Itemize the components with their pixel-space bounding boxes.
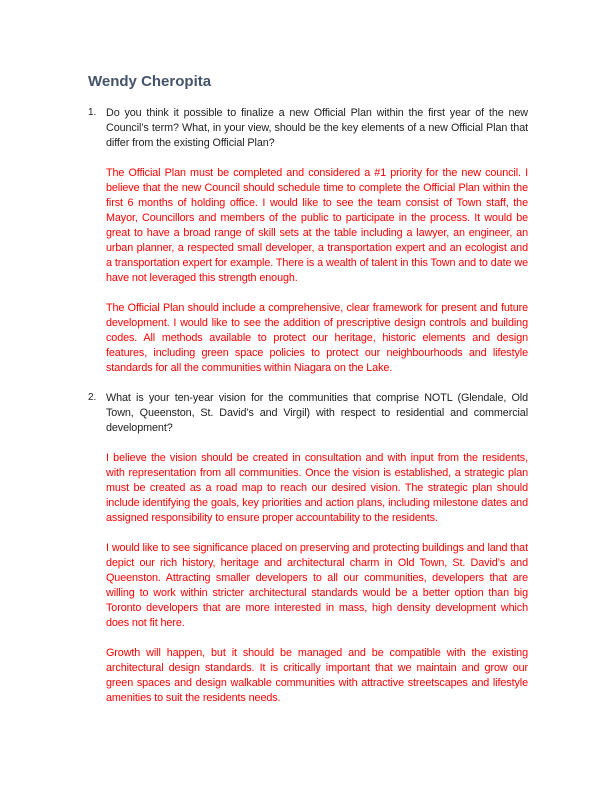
answer-paragraph: I would like to see significance placed on preserving and protecting buildings and land that depict our rich history, heritage and architectural charm in Old Town, St. David’s and Queenston. Attracting smaller developers to all our communities, developers that are willing to work within stricter architectural standards would be a better option than big Toronto developers that are more interested in mass, high density development which does not fit here.: [106, 542, 528, 629]
answer-paragraph: The Official Plan must be completed and considered a #1 priority for the new council. I believe that the new Council should schedule time to complete the Official Plan within the first 6 months of holding office. I would like to see the team consist of Town staff, the Mayor, Councillors and members of the public to participate in the process. It would be great to have a broad range of skill sets at the table including a lawyer, an engineer, an urban planner, a respected small developer, a transportation expert and an ecologist and a transportation expert for example. There is a wealth of talent in this Town and to date we have not leveraged this strength enough.: [106, 167, 528, 284]
question-text: Do you think it possible to finalize a new Official Plan within the first year of the new Council’s term? What, in your view, should be the key elements of a new Official Plan that differ from the existing Official Plan?: [106, 107, 528, 149]
question-block-1: [88, 106, 528, 376]
question-block-2: [88, 391, 528, 706]
answer-paragraph: I believe the vision should be created in consultation and with input from the residents, with representation from all communities. Once the vision is established, a strategic plan must be created as a road map to reach our desired vision. The strategic plan should include identifying the goals, key priorities and action plans, including milestone dates and assigned responsibility to ensure proper accountability to the residents.: [106, 452, 528, 524]
document-content: [88, 73, 528, 721]
answer-section: [106, 166, 528, 376]
question-number: 2.: [88, 392, 97, 403]
question-row: [88, 106, 528, 151]
question-number: 1.: [88, 107, 97, 118]
answer-paragraph: Growth will happen, but it should be managed and be compatible with the existing architectural design standards. It is critically important that we maintain and grow our green spaces and design walkable communities with attractive streetscapes and lifestyle amenities to suit the residents needs.: [106, 647, 528, 704]
question-row: [88, 391, 528, 436]
question-text: What is your ten-year vision for the communities that comprise NOTL (Glendale, Old Town, Queenston, St. David’s and Virgil) with respect to residential and commercial development?: [106, 392, 528, 434]
page-title: Wendy Cheropita: [88, 73, 212, 90]
answer-section: [106, 451, 528, 706]
answer-paragraph: The Official Plan should include a comprehensive, clear framework for present and future development. I would like to see the addition of prescriptive design controls and building codes. All methods available to protect our heritage, historic elements and design features, including green space policies to protect our neighbourhoods and lifestyle standards for all the communities within Niagara on the Lake.: [106, 302, 528, 374]
